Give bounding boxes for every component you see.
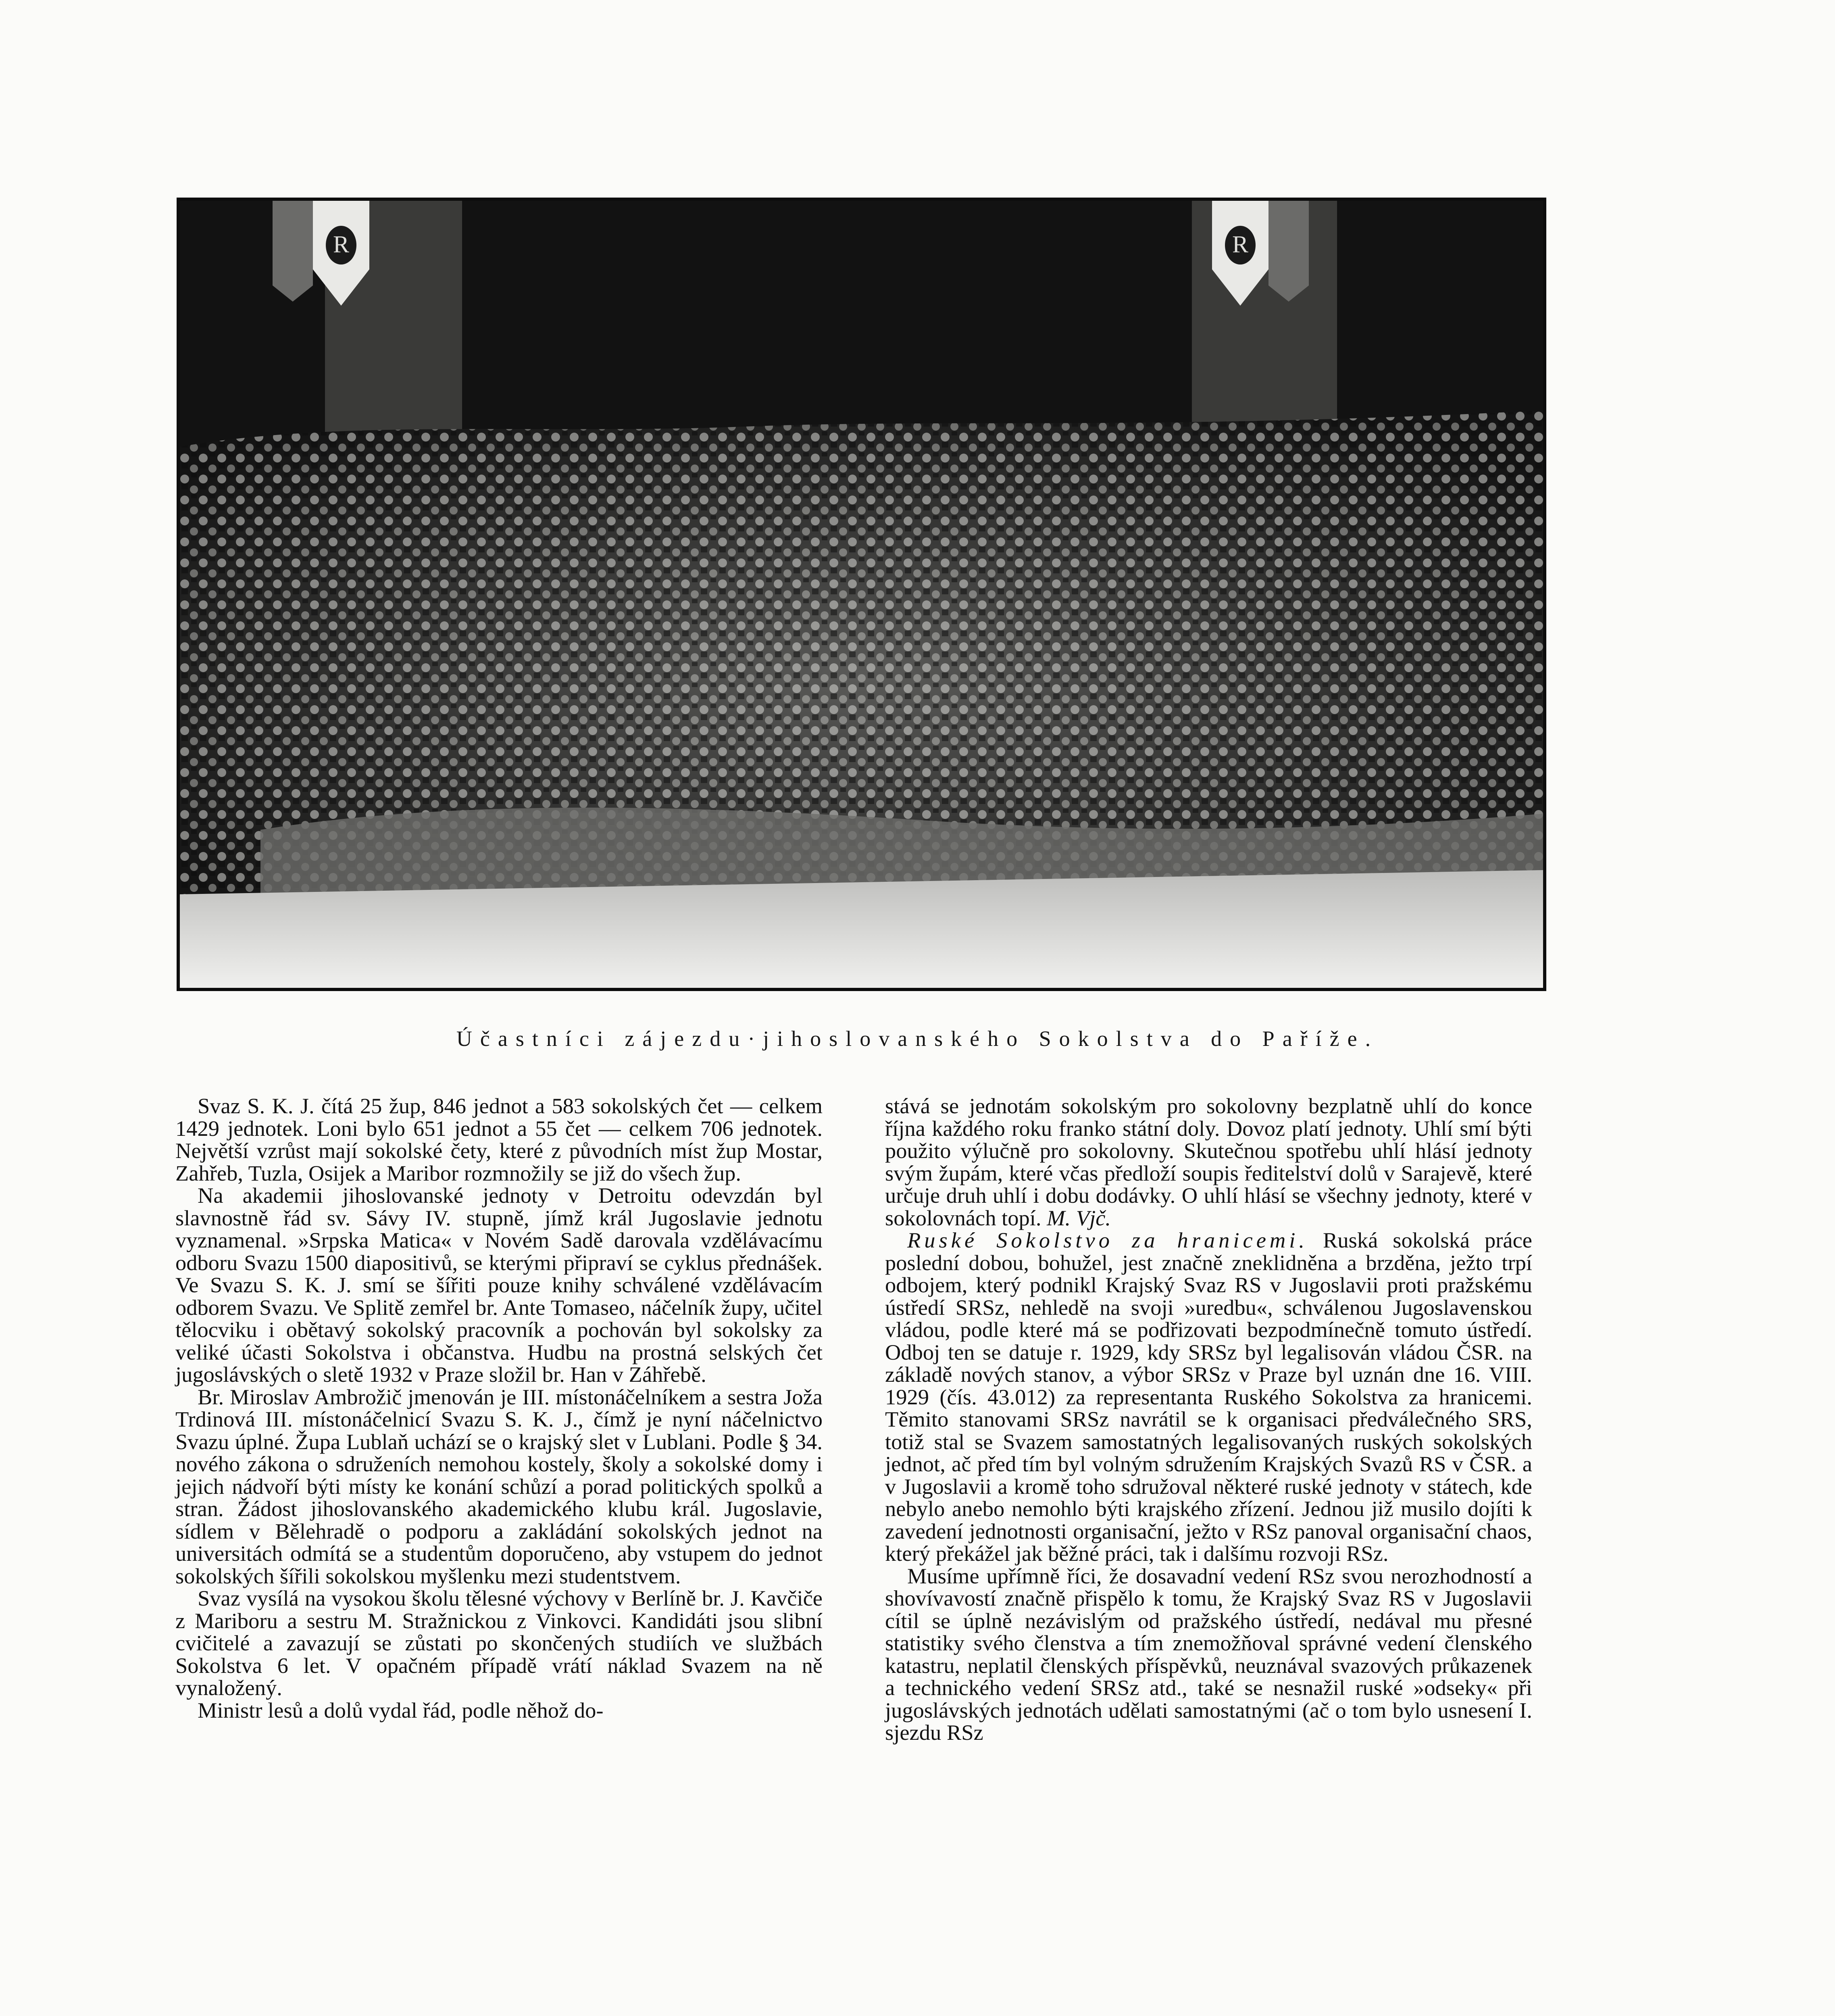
paragraph	[885, 1095, 1532, 1229]
paragraph: Svaz vysílá na vysokou školu tělesné výchovy v Berlíně br. J. Kavčiče z Mariboru a sestru M. Stražnickou z Vinkovci. Kandidáti jsou slibní cvičitelé a zavazují se zůstati po skončených studiích ve službách Sokolstva 6 let. V opačném případě vrátí náklad Svazem na ně vynaložený.	[175, 1586, 823, 1700]
photo-caption: Účastníci zájezdu·jihoslovanského Sokolstva do Paříže.	[456, 1027, 1379, 1051]
paragraph: Svaz S. K. J. čítá 25 žup, 846 jednot a 583 sokolských čet — celkem 1429 jednotek. Loni bylo 651 jednot a 55 čet — celkem 706 jednotek. Největší vzrůst mají sokolské čety, které z původních míst žup Mostar, Zahřeb, Tuzla, Osijek a Maribor rozmnožily se již do všech žup.	[175, 1093, 823, 1185]
paragraph: Br. Miroslav Ambrožič jmenován je III. místonáčelníkem a sestra Joža Trdinová III. místonáčelnicí Svazu S. K. J., čímž je nyní náčelnictvo Svazu úplné. Župa Lublaň uchází se o krajský slet v Lublani. Podle § 34. nového zákona o sdruženích nemohou kostely, školy a sokolské domy i jejich nádvoří býti místy ke konání schůzí a porad politických spolků a stran. Žádost jihoslovanského akademického klubu král. Jugoslavie, sídlem v Bělehradě o podporu a zakládání sokolských jednot na universitách odmítá se a studentům doporučeno, aby vstupem do jednot sokolských šířili sokolskou myšlenku mezi studentstvem.	[175, 1384, 823, 1588]
paragraph: Na akademii jihoslovanské jednoty v Detroitu odevzdán byl slavnostně řád sv. Sávy IV. stupně, jímž král Jugoslavie jednotu vyznamenal. »Srpska Matica« v Novém Sadě darovala vzdělávacímu odboru Svazu 1500 diapositivů, se kterými připraví se cyklus přednášek. Ve Svazu S. K. J. smí se šířiti pouze knihy schválené vzdělávacím odborem Svazu. Ve Splitě zemřel br. Ante Tomaseo, náčelník župy, učitel tělocviku i obětavý sokolský pracovník a pochován byl sokolsky za veliké účasti Sokolstva i občanstva. Hudbu na prostná selských čet jugoslávských o sletě 1932 v Praze složil br. Han v Záhřebě.	[175, 1183, 823, 1387]
left-column	[175, 1095, 823, 1721]
right-column	[885, 1095, 1532, 1744]
svg-text:R: R	[1232, 231, 1249, 258]
paragraph	[885, 1229, 1532, 1565]
svg-text:R: R	[333, 231, 350, 258]
author-signature: M. Vjč.	[1047, 1205, 1111, 1230]
group-photograph	[177, 198, 1546, 991]
paragraph: Ministr lesů a dolů vydal řád, podle něhož do-	[198, 1697, 604, 1722]
paragraph-text: Ruská sokolská práce poslední dobou, bohužel, jest značně zneklidněna a brzděna, ježto trpí odbojem, který podnikl Krajský Svaz RS v Jugoslavii proti pražskému ústředí SRSz, nehledě na svoji »uredbu«, schválenou Jugoslavenskou vládou, podle které má se podřizovati bezpodmínečně tomuto ústředí. Odboj ten se datuje r. 1929, kdy SRSz byl legalisován vládou ČSR. na základě nových stanov, a výbor SRSz v Praze byl uznán dne 16. VIII. 1929 (čís. 43.012) za representanta Ruského Sokolstva za hranicemi. Těmito stanovami SRSz navrátil se k organisaci předválečného SRS, totiž stal se Svazem samostatných legalisovaných ruských sokolských jednot, ač před tím byl volným sdružením Krajských Svazů RS v ČSR. a v Jugoslavii a kromě toho sdružoval některé ruské jednoty v státech, kde nebylo anebo nemohlo býti krajského zřízení. Jednou již musilo dojíti k zavedení jednotnosti organisační, ježto v RSz panoval organisační chaos, který překážel jak běžné práci, tak i dalšímu rozvoji RSz.	[885, 1228, 1532, 1566]
section-heading: Ruské Sokolstvo za hranicemi.	[907, 1228, 1308, 1252]
paragraph-text: stává se jednotám sokolským pro sokolovny bezplatně uhlí do konce října každého roku franko státní doly. Dovoz platí jednoty. Uhlí smí býti použito výlučně pro sokolovny. Skutečnou spotřebu uhlí hlásí jednoty svým župám, které včas předloží soupis ředitelství dolů v Sarajevě, které určuje druh uhlí i dobu dodávky. O uhlí hlásí se všechny jednoty, které v sokolovnách topí.	[885, 1093, 1532, 1230]
paragraph: Musíme upřímně říci, že dosavadní vedení RSz svou nerozhodností a shovívavostí značně přispělo k tomu, že Krajský Svaz RS v Jugoslavii cítil se úplně nezávislým od pražského ústředí, nedával mu přesné statistiky svého členstva a tím znemožňoval správné vedení členského katastru, neplatil členských příspěvků, neuznával svazových průkazenek a technického vedení SRSz atd., také se nesnažil ruské »odseky« při jugoslávských jednotách udělati samostatnými (ač o tom bylo usnesení I. sjezdu RSz	[885, 1563, 1532, 1745]
photo-illustration	[180, 201, 1543, 988]
